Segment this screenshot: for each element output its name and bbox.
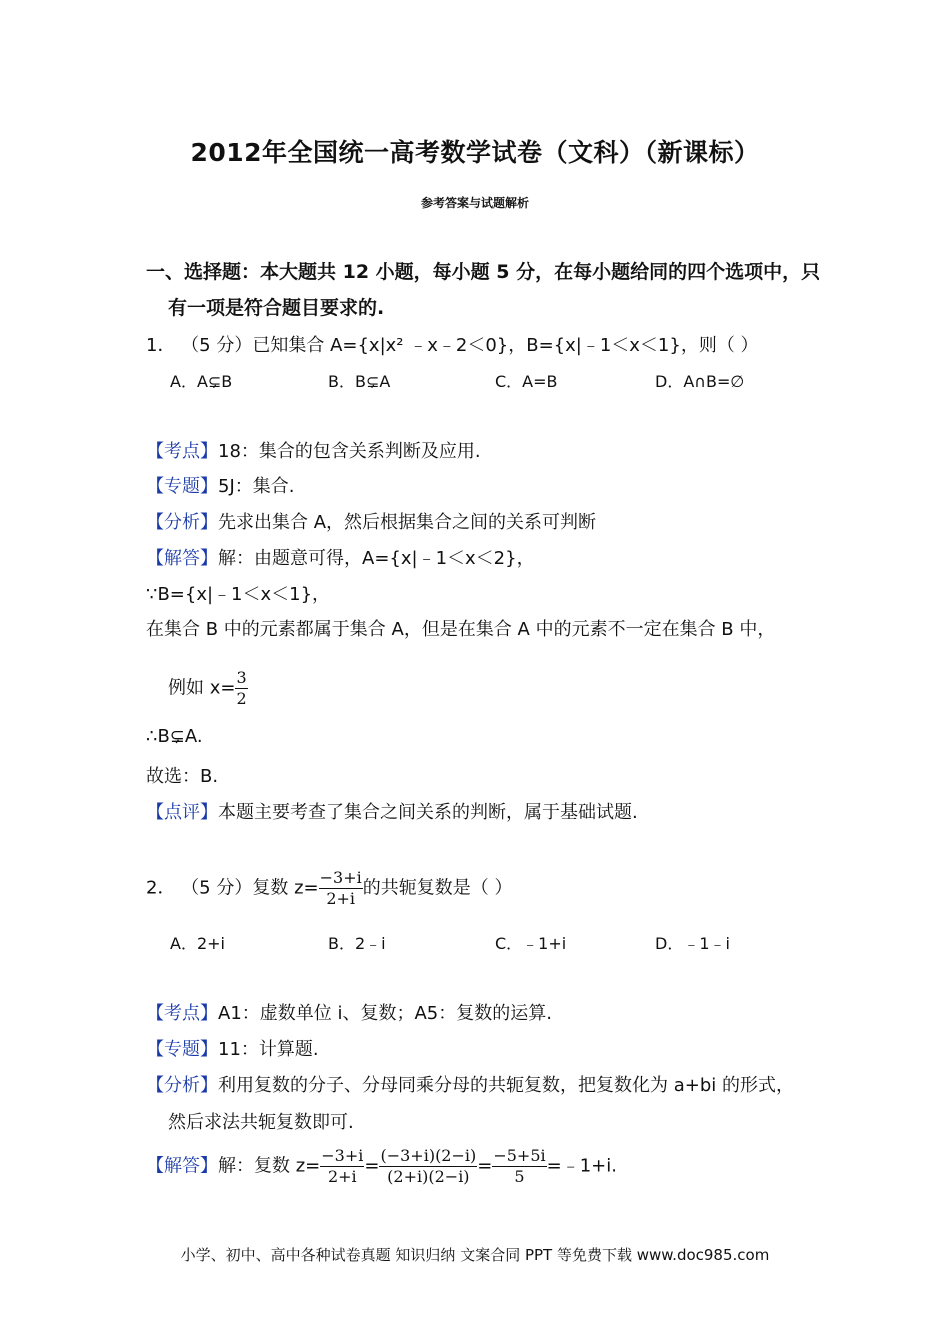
jieda-text: 解：由题意可得，A={x|﹣1＜x＜2}，	[218, 548, 535, 569]
q1-option-c: C．A=B	[495, 372, 558, 391]
jieda-fraction-3	[492, 1146, 546, 1187]
dianping-text: 本题主要考查了集合之间关系的判断，属于基础试题.	[218, 802, 638, 823]
question-2-stem	[146, 868, 512, 909]
zhuanti-tag: 【专题】	[146, 1039, 218, 1060]
kaodian-tag: 【考点】	[146, 1003, 218, 1024]
equals-sign: =	[477, 1155, 493, 1177]
dianping-tag: 【点评】	[146, 802, 218, 823]
equals-sign: =	[364, 1155, 380, 1177]
fraction-numerator: −5+5i	[493, 1146, 546, 1165]
q2-kaodian	[146, 999, 552, 1025]
q1-because-line: ∵B={x|﹣1＜x＜1}，	[146, 584, 331, 605]
section-heading-cont: 有一项是符合题目要求的.	[168, 297, 385, 319]
q2-option-c: C．﹣1+i	[495, 934, 567, 953]
q1-dianping	[146, 798, 638, 824]
kaodian-tag: 【考点】	[146, 441, 218, 462]
fenxi-tag: 【分析】	[146, 512, 218, 533]
q1-kaodian	[146, 437, 481, 463]
fenxi-text: 利用复数的分子、分母同乘分母的共轭复数，把复数化为 a+bi 的形式，	[218, 1075, 794, 1096]
fraction-denominator: 5	[514, 1167, 525, 1186]
jieda-prefix: 解：复数 z=	[218, 1155, 321, 1177]
q1-reason-line: 在集合 B 中的元素都属于集合 A，但是在集合 A 中的元素不一定在集合 B 中，	[146, 619, 776, 640]
page-subtitle: 参考答案与试题解析	[420, 196, 529, 210]
q2-jieda	[146, 1146, 617, 1187]
fraction-numerator: −3+i	[321, 1146, 364, 1165]
q1-therefore-line: ∴B⊊A.	[146, 726, 203, 747]
kaodian-text: A1：虚数单位 i、复数；A5：复数的运算.	[218, 1003, 552, 1024]
q2-option-d: D．﹣1﹣i	[655, 934, 730, 953]
q2-stem-prefix: 2． （5 分）复数 z=	[146, 877, 319, 899]
fraction-denominator: 2	[236, 689, 247, 708]
q2-option-a: A．2+i	[170, 934, 225, 953]
page-title: 2012年全国统一高考数学试卷（文科）（新课标）	[190, 138, 760, 167]
fraction-3-over-2	[235, 668, 247, 709]
jieda-fraction-1	[320, 1146, 364, 1187]
zhuanti-text: 5J：集合.	[218, 476, 295, 497]
q1-option-d: D．A∩B=∅	[655, 372, 745, 391]
zhuanti-tag: 【专题】	[146, 476, 218, 497]
jieda-tag: 【解答】	[146, 1155, 218, 1177]
question-1-stem: 1． （5 分）已知集合 A={x|x² ﹣x﹣2＜0}，B={x|﹣1＜x＜1}，则（ ）	[146, 335, 759, 356]
example-prefix: 例如 x=	[168, 677, 236, 699]
fraction-denominator: (2+i)(2−i)	[387, 1167, 470, 1186]
fenxi-text: 先求出集合 A，然后根据集合之间的关系可判断	[218, 512, 597, 533]
fraction-numerator: 3	[236, 668, 247, 687]
fraction-denominator: 2+i	[327, 1167, 357, 1186]
q2-fenxi-cont: 然后求法共轭复数即可.	[168, 1112, 354, 1133]
q1-example	[168, 668, 248, 709]
q2-zhuanti	[146, 1035, 319, 1061]
q2-option-b: B．2﹣i	[328, 934, 386, 953]
kaodian-text: 18：集合的包含关系判断及应用.	[218, 441, 481, 462]
fraction-numerator: (−3+i)(2−i)	[380, 1146, 477, 1165]
zhuanti-text: 11：计算题.	[218, 1039, 319, 1060]
fenxi-tag: 【分析】	[146, 1075, 218, 1096]
jieda-result: =﹣1+i.	[546, 1155, 617, 1177]
jieda-fraction-2	[379, 1146, 477, 1187]
jieda-tag: 【解答】	[146, 548, 218, 569]
q1-fenxi	[146, 508, 596, 534]
q2-stem-suffix: 的共轭复数是（ ）	[362, 877, 513, 899]
q1-answer-line: 故选：B.	[146, 766, 219, 787]
section-heading: 一、选择题：本大题共 12 小题，每小题 5 分，在每小题给同的四个选项中，只	[146, 261, 821, 283]
q1-zhuanti	[146, 472, 294, 498]
q1-option-a: A．A⊊B	[170, 372, 233, 391]
fraction-numerator: −3+i	[319, 868, 362, 887]
page-footer: 小学、初中、高中各种试卷真题 知识归纳 文案合同 PPT 等免费下载 www.doc985.com	[180, 1246, 770, 1264]
q2-stem-fraction	[319, 868, 363, 909]
fraction-denominator: 2+i	[326, 889, 356, 908]
q1-jieda	[146, 544, 535, 570]
q1-option-b: B．B⊊A	[328, 372, 391, 391]
q2-fenxi	[146, 1071, 794, 1097]
